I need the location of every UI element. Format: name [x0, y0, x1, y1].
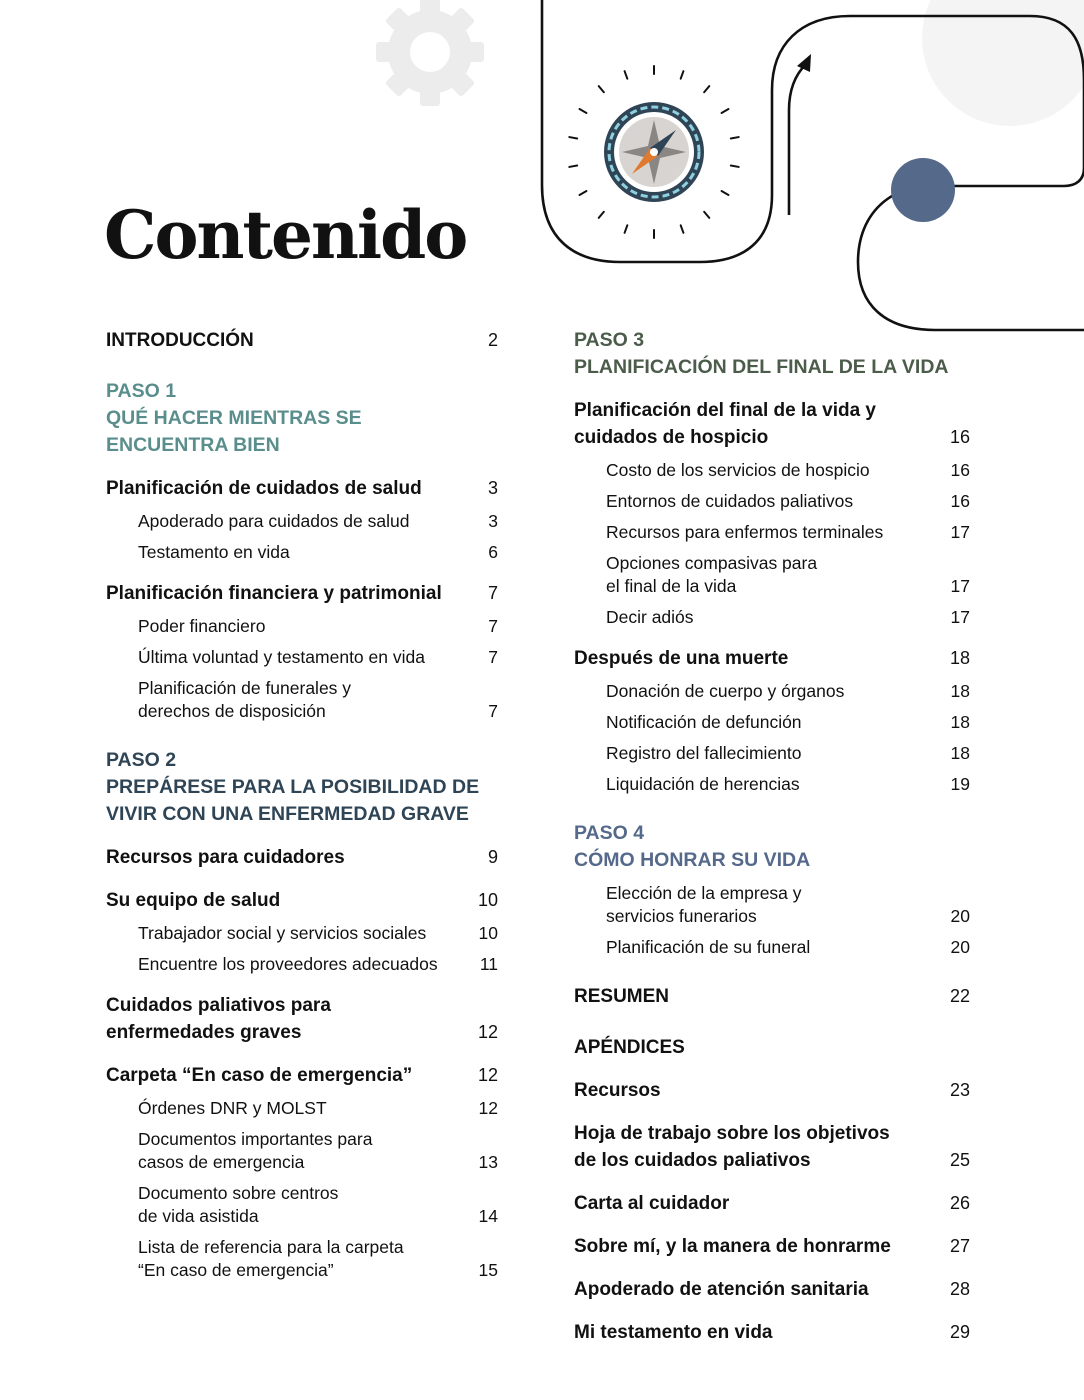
toc-page-number: 16	[950, 460, 970, 480]
toc-entry-label: Después de una muerte	[574, 648, 789, 669]
toc-entry-label: Documento sobre centros de vida asistida	[138, 1183, 339, 1226]
toc-entry-label: Liquidación de herencias	[606, 774, 800, 794]
step-title-line: ENCUENTRA BIEN	[106, 434, 280, 456]
toc-page-number: 18	[950, 712, 970, 732]
toc-subentry[interactable]	[574, 711, 970, 734]
toc-entry-label: Órdenes DNR y MOLST	[138, 1098, 327, 1118]
step-4-heading	[574, 820, 970, 874]
toc-entry-label: Apoderado para cuidados de salud	[138, 511, 410, 531]
toc-page-number: 14	[478, 1206, 498, 1226]
toc-left-column	[106, 327, 498, 1282]
toc-entry-label: Encuentre los proveedores adecuados	[138, 954, 438, 974]
toc-entry-label: Carpeta “En caso de emergencia”	[106, 1065, 413, 1086]
toc-page-number: 7	[488, 701, 498, 721]
toc-subentry[interactable]	[106, 541, 498, 564]
toc-subentry[interactable]	[106, 1182, 498, 1228]
toc-page-number: 16	[949, 427, 970, 447]
toc-subentry[interactable]	[574, 459, 970, 482]
toc-page-number: 9	[487, 847, 498, 867]
toc-entry[interactable]	[106, 992, 498, 1046]
step-title-line: PLANIFICACIÓN DEL FINAL DE LA VIDA	[574, 356, 949, 378]
toc-entry-label: Recursos para cuidadores	[106, 847, 345, 868]
toc-entry-label: Planificación financiera y patrimonial	[106, 583, 442, 604]
toc-subentry[interactable]	[106, 922, 498, 945]
toc-entry-label: RESUMEN	[574, 986, 670, 1007]
toc-entry[interactable]	[106, 844, 498, 871]
toc-entry-label: Trabajador social y servicios sociales	[138, 923, 427, 943]
toc-page-number: 29	[949, 1322, 970, 1342]
toc-page-number: 7	[487, 583, 498, 603]
toc-subentry[interactable]	[106, 646, 498, 669]
toc-entry-label: Costo de los servicios de hospicio	[606, 460, 870, 480]
toc-page-number: 23	[949, 1080, 970, 1100]
compass-icon	[569, 66, 738, 238]
step-2-heading	[106, 747, 498, 828]
step-label: PASO 4	[574, 822, 645, 844]
toc-entry-label: Elección de la empresa y servicios funerarios	[606, 883, 802, 926]
toc-entry[interactable]	[574, 1077, 970, 1104]
toc-subentry[interactable]	[574, 936, 970, 959]
arrow-icon	[789, 64, 806, 215]
toc-entry-label: APÉNDICES	[574, 1037, 685, 1058]
toc-entry-label: Testamento en vida	[138, 542, 290, 562]
toc-page-number: 17	[950, 607, 970, 627]
toc-entry-label: Documentos importantes para casos de emergencia	[138, 1129, 373, 1172]
toc-entry-label: Donación de cuerpo y órganos	[606, 681, 845, 701]
toc-subentry[interactable]	[574, 606, 970, 629]
toc-entry-label: Decir adiós	[606, 607, 694, 627]
toc-entry[interactable]	[574, 397, 970, 451]
toc-page-number: 19	[950, 774, 970, 794]
toc-entry-label: Notificación de defunción	[606, 712, 802, 732]
toc-subentry[interactable]	[106, 953, 498, 976]
toc-page-number: 11	[479, 954, 498, 974]
toc-subentry[interactable]	[106, 615, 498, 638]
toc-entry-label: Carta al cuidador	[574, 1193, 730, 1214]
toc-entry[interactable]	[574, 645, 970, 672]
circle-decoration	[922, 0, 1084, 126]
toc-page-number: 12	[477, 1065, 498, 1085]
toc-entry-label: Planificación de funerales y derechos de disposición	[138, 678, 352, 721]
toc-entry[interactable]	[106, 475, 498, 502]
toc-page-number: 22	[949, 986, 970, 1006]
toc-page-number: 12	[477, 1022, 498, 1042]
toc-page-number: 18	[949, 648, 970, 668]
toc-entry-label: INTRODUCCIÓN	[106, 330, 254, 351]
toc-entry-label: Entornos de cuidados paliativos	[606, 491, 854, 511]
toc-page-number: 20	[950, 937, 970, 957]
toc-entry[interactable]	[574, 1120, 970, 1174]
toc-right-column	[574, 327, 970, 1346]
toc-entry[interactable]	[106, 887, 498, 914]
toc-page-number: 10	[478, 923, 498, 943]
toc-subentry[interactable]	[574, 552, 970, 598]
dot-icon	[891, 158, 955, 222]
step-label: PASO 3	[574, 329, 645, 351]
toc-page-number: 7	[488, 647, 498, 667]
step-title-line: VIVIR CON UNA ENFERMEDAD GRAVE	[106, 803, 469, 825]
toc-page-number: 20	[950, 906, 970, 926]
step-label: PASO 1	[106, 380, 177, 402]
toc-entry[interactable]	[106, 1062, 498, 1089]
toc-subentry[interactable]	[574, 680, 970, 703]
toc-entry-label: Registro del fallecimiento	[606, 743, 802, 763]
toc-page-number: 3	[488, 511, 498, 531]
toc-entry-label: Su equipo de salud	[106, 890, 281, 911]
toc-page-number: 26	[949, 1193, 970, 1213]
toc-subentry[interactable]	[106, 677, 498, 723]
toc-entry-label: Última voluntad y testamento en vida	[138, 647, 425, 667]
toc-subentry[interactable]	[106, 1097, 498, 1120]
toc-entry-label: Recursos para enfermos terminales	[606, 522, 884, 542]
toc-subentry[interactable]	[106, 1236, 498, 1282]
toc-entry-introduccion[interactable]	[106, 327, 498, 354]
step-3-heading	[574, 327, 970, 381]
toc-page-number: 17	[950, 522, 970, 542]
step-label: PASO 2	[106, 749, 177, 771]
header-illustration	[0, 0, 1084, 340]
toc-subentry[interactable]	[106, 510, 498, 533]
toc-entry-label: Cuidados paliativos para enfermedades graves	[106, 995, 331, 1043]
toc-entry-label: Mi testamento en vida	[574, 1322, 773, 1343]
toc-page-number: 28	[949, 1279, 970, 1299]
toc-page-number: 6	[488, 542, 498, 562]
toc-entry-label: Planificación de su funeral	[606, 937, 811, 957]
step-title-line: CÓMO HONRAR SU VIDA	[574, 849, 811, 871]
toc-subentry[interactable]	[574, 521, 970, 544]
toc-page-number: 10	[477, 890, 498, 910]
toc-entry[interactable]	[106, 580, 498, 607]
toc-page-number: 3	[487, 478, 498, 498]
toc-page-number: 12	[478, 1098, 498, 1118]
toc-page-number: 13	[478, 1152, 498, 1172]
toc-entry[interactable]	[574, 1233, 970, 1260]
toc-page-number: 16	[950, 491, 970, 511]
path-line-right	[858, 196, 1084, 330]
step-title-line: PREPÁRESE PARA LA POSIBILIDAD DE	[106, 776, 480, 798]
toc-page-number: 18	[950, 743, 970, 763]
step-title-line: QUÉ HACER MIENTRAS SE	[106, 407, 362, 429]
gear-icon	[376, 0, 484, 106]
toc-entry-label: Hoja de trabajo sobre los objetivos de los cuidados paliativos	[574, 1123, 890, 1171]
toc-entry-label: Poder financiero	[138, 616, 266, 636]
toc-subentry[interactable]	[574, 882, 970, 928]
toc-page-number: 7	[488, 616, 498, 636]
toc-subentry[interactable]	[574, 490, 970, 513]
toc-heading-apendices	[574, 1034, 970, 1061]
toc-subentry[interactable]	[574, 742, 970, 765]
toc-entry-label: Apoderado de atención sanitaria	[574, 1279, 869, 1300]
toc-entry-label: Sobre mí, y la manera de honrarme	[574, 1236, 891, 1257]
toc-page-number: 18	[950, 681, 970, 701]
toc-entry-label: Planificación del final de la vida y cuidados de hospicio	[574, 400, 876, 448]
toc-entry[interactable]	[574, 1276, 970, 1303]
toc-entry-label: Recursos	[574, 1080, 661, 1101]
toc-page-number: 15	[478, 1260, 498, 1280]
toc-entry-label: Planificación de cuidados de salud	[106, 478, 422, 499]
toc-page-number: 27	[949, 1236, 970, 1256]
page-title: Contenido	[104, 196, 467, 274]
toc-page-number: 2	[487, 330, 498, 350]
step-1-heading	[106, 378, 498, 459]
toc-entry[interactable]	[574, 1190, 970, 1217]
toc-entry-label: Opciones compasivas para el final de la vida	[606, 553, 818, 596]
toc-subentry[interactable]	[106, 1128, 498, 1174]
toc-page-number: 25	[949, 1150, 970, 1170]
toc-entry-label: Lista de referencia para la carpeta “En caso de emergencia”	[138, 1237, 404, 1280]
toc-entry-resumen[interactable]	[574, 983, 970, 1010]
toc-subentry[interactable]	[574, 773, 970, 796]
toc-entry[interactable]	[574, 1319, 970, 1346]
toc-page-number: 17	[950, 576, 970, 596]
